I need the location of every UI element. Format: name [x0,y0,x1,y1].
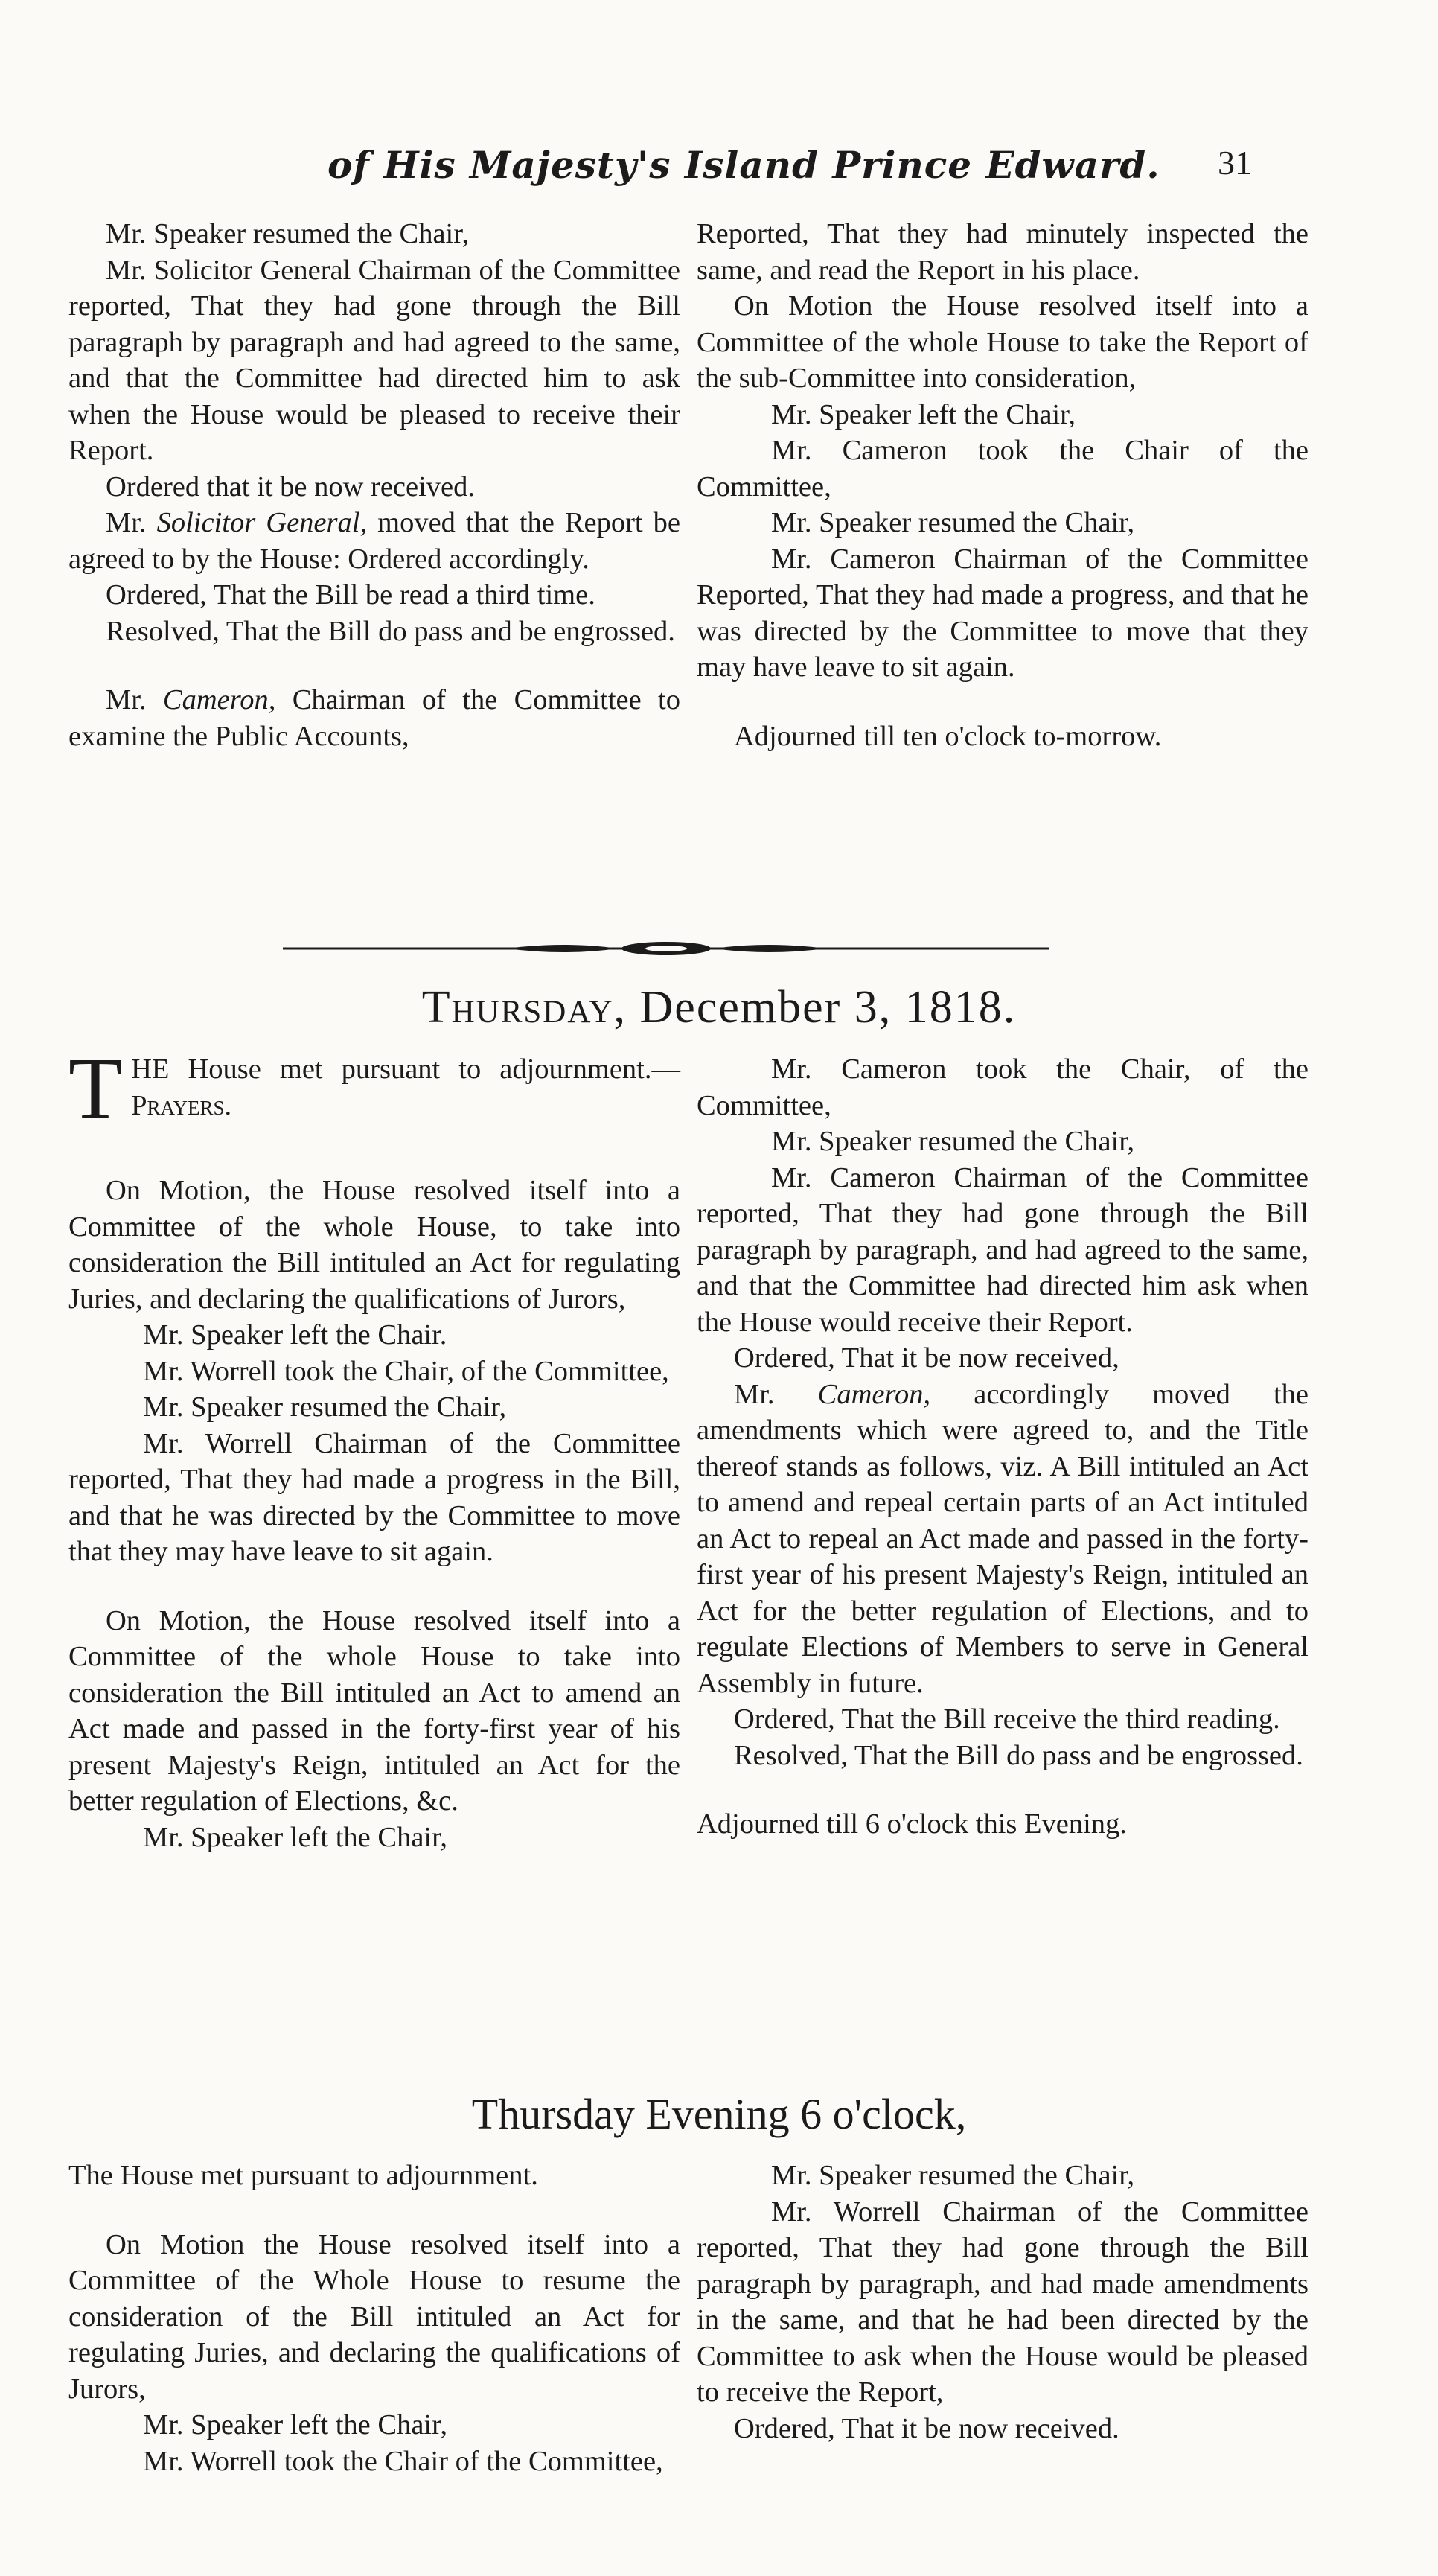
paragraph: Ordered, That it be now received, [734,1342,1119,1374]
text-run: accordingly moved the amendments which were agreed to, and the Title thereof stands as follows, viz. A Bill intituled an Act to amend and repeal certain parts of an Act intituled an Act to repeal an Act made and passed in the forty-first year of his present Majesty's Reign, intituled an Act for the better regulation of Elections, and to regulate Elections of Members to serve in General Assembly in future. [697,1378,1308,1699]
paragraph: Resolved, That the Bill do pass and be engrossed. [734,1739,1303,1771]
paragraph: Mr. Worrell took the Chair, of the Committee, [143,1355,669,1387]
paragraph: Mr. Worrell Chairman of the Committee reported, That they had gone through the Bill paragraph by paragraph, and had made amendments in the same, and that he had been directed by the Committee to ask when the House would be pleased to receive the Report, [697,2196,1308,2408]
section2-left-column [68,1039,680,1855]
text-run-italic: Cameron, [162,684,276,715]
day-heading-date: December 3, 1818. [639,982,1017,1033]
text-run: moved that the Report be agreed to by the House: Ordered accordingly. [68,507,681,575]
paragraph: Mr. Speaker resumed the Chair, [771,1126,1135,1157]
paragraph: Ordered, That the Bill be read a third time. [106,579,595,610]
paragraph: Mr. Cameron took the Chair, of the Committee, [697,1053,1308,1121]
day-heading-weekday: Thursday, [421,982,627,1033]
drop-cap: T [68,1039,123,1137]
paragraph [68,682,680,754]
paragraph: Mr. Speaker resumed the Chair, [771,2160,1135,2191]
paragraph: Mr. Speaker left the Chair, [143,1821,448,1853]
paragraph: On Motion the House resolved itself into a Committee of the whole House to take the Report of the sub-Committee into consideration, [697,290,1308,394]
text-run: Chairman of the Committee to examine the Public Accounts, [68,684,680,752]
paragraph: Mr. Speaker resumed the Chair, [106,218,470,249]
paragraph: Reported, That they had minutely inspected the same, and read the Report in his place. [697,218,1308,286]
evening-heading: Thursday Evening 6 o'clock, [471,2090,967,2138]
paragraph [697,1377,1308,1702]
paragraph: Mr. Speaker left the Chair, [143,2409,448,2440]
paragraph: Mr. Cameron Chairman of the Committee reported, That they had gone through the Bill paragraph by paragraph, and had agreed to the same, and that the Committee had directed him ask when the House would receive their Report. [697,1161,1308,1338]
running-title: of His Majesty's Island Prince Edward. [327,143,1160,187]
paragraph: Ordered, That it be now received. [734,2412,1119,2444]
day-heading [0,981,1438,1034]
paragraph: On Motion the House resolved itself into a Committee of the Whole House to resume the consideration of the Bill intituled an Act for regulating Juries, and declaring the qualifications of Jurors, [68,2228,680,2405]
text-run: HE House met pursuant to adjournment.— [131,1053,680,1085]
paragraph: Mr. Worrell Chairman of the Committee reported, That they had made a progress in the Bill, and that he was directed by the Committee to move that they may have leave to sit again. [68,1427,680,1567]
paragraph: Mr. Cameron Chairman of the Committee Reported, That they had made a progress, and that he was directed by the Committee to move that they may have leave to sit again. [697,543,1308,683]
paragraph: The House met pursuant to adjournment. [68,2160,538,2191]
text-run: Mr. [106,507,147,538]
paragraph: On Motion, the House resolved itself into a Committee of the whole House to take into consideration the Bill intituled an Act to amend an Act made and passed in the forty-first year of his present Majesty's Reign, intituled an Act for the better regulation of Elections, &c. [68,1604,680,1817]
paragraph: Mr. Worrell took the Chair of the Committee, [143,2445,663,2477]
ornamental-rule [283,940,1049,957]
running-head [0,143,1438,195]
text-run-italic: Cameron, [817,1378,931,1410]
paragraph: Mr. Speaker resumed the Chair, [143,1391,507,1423]
paragraph: Mr. Speaker left the Chair. [143,1319,447,1351]
paragraph: Resolved, That the Bill do pass and be engrossed. [106,615,675,647]
text-run-italic: Solicitor General, [156,507,368,538]
paragraph: Mr. Speaker left the Chair, [771,398,1076,430]
page-number: 31 [1218,144,1252,182]
paragraph: Adjourned till ten o'clock to-morrow. [734,720,1162,752]
paragraph [68,505,680,577]
paragraph: Mr. Speaker resumed the Chair, [771,507,1135,538]
section3-right-column [697,2158,1308,2446]
section2-right-column [697,1051,1308,1843]
paragraph: Adjourned till 6 o'clock this Evening. [697,1808,1127,1840]
paragraph: Mr. Solicitor General Chairman of the Committee reported, That they had gone through the Bill paragraph by paragraph and had agreed to the same, and that the Committee had directed him to ask when the House would be pleased to receive their Report. [68,254,680,466]
paragraph: On Motion, the House resolved itself into a Committee of the whole House, to take into consideration the Bill intituled an Act for regulating Juries, and declaring the qualifications of Jurors, [68,1175,680,1315]
text-run: Mr. [734,1378,775,1410]
section3-left-column [68,2158,680,2479]
paragraph: Mr. Cameron took the Chair of the Committee, [697,435,1308,503]
section1-left-column [68,216,680,754]
section1-right-column [697,216,1308,754]
paragraph: Ordered, That the Bill receive the third reading. [734,1703,1280,1735]
text-run: Mr. [106,684,147,715]
text-run-small-caps: Prayers. [131,1089,232,1121]
paragraph: Ordered that it be now received. [106,471,476,503]
opening-paragraph [68,1039,680,1137]
